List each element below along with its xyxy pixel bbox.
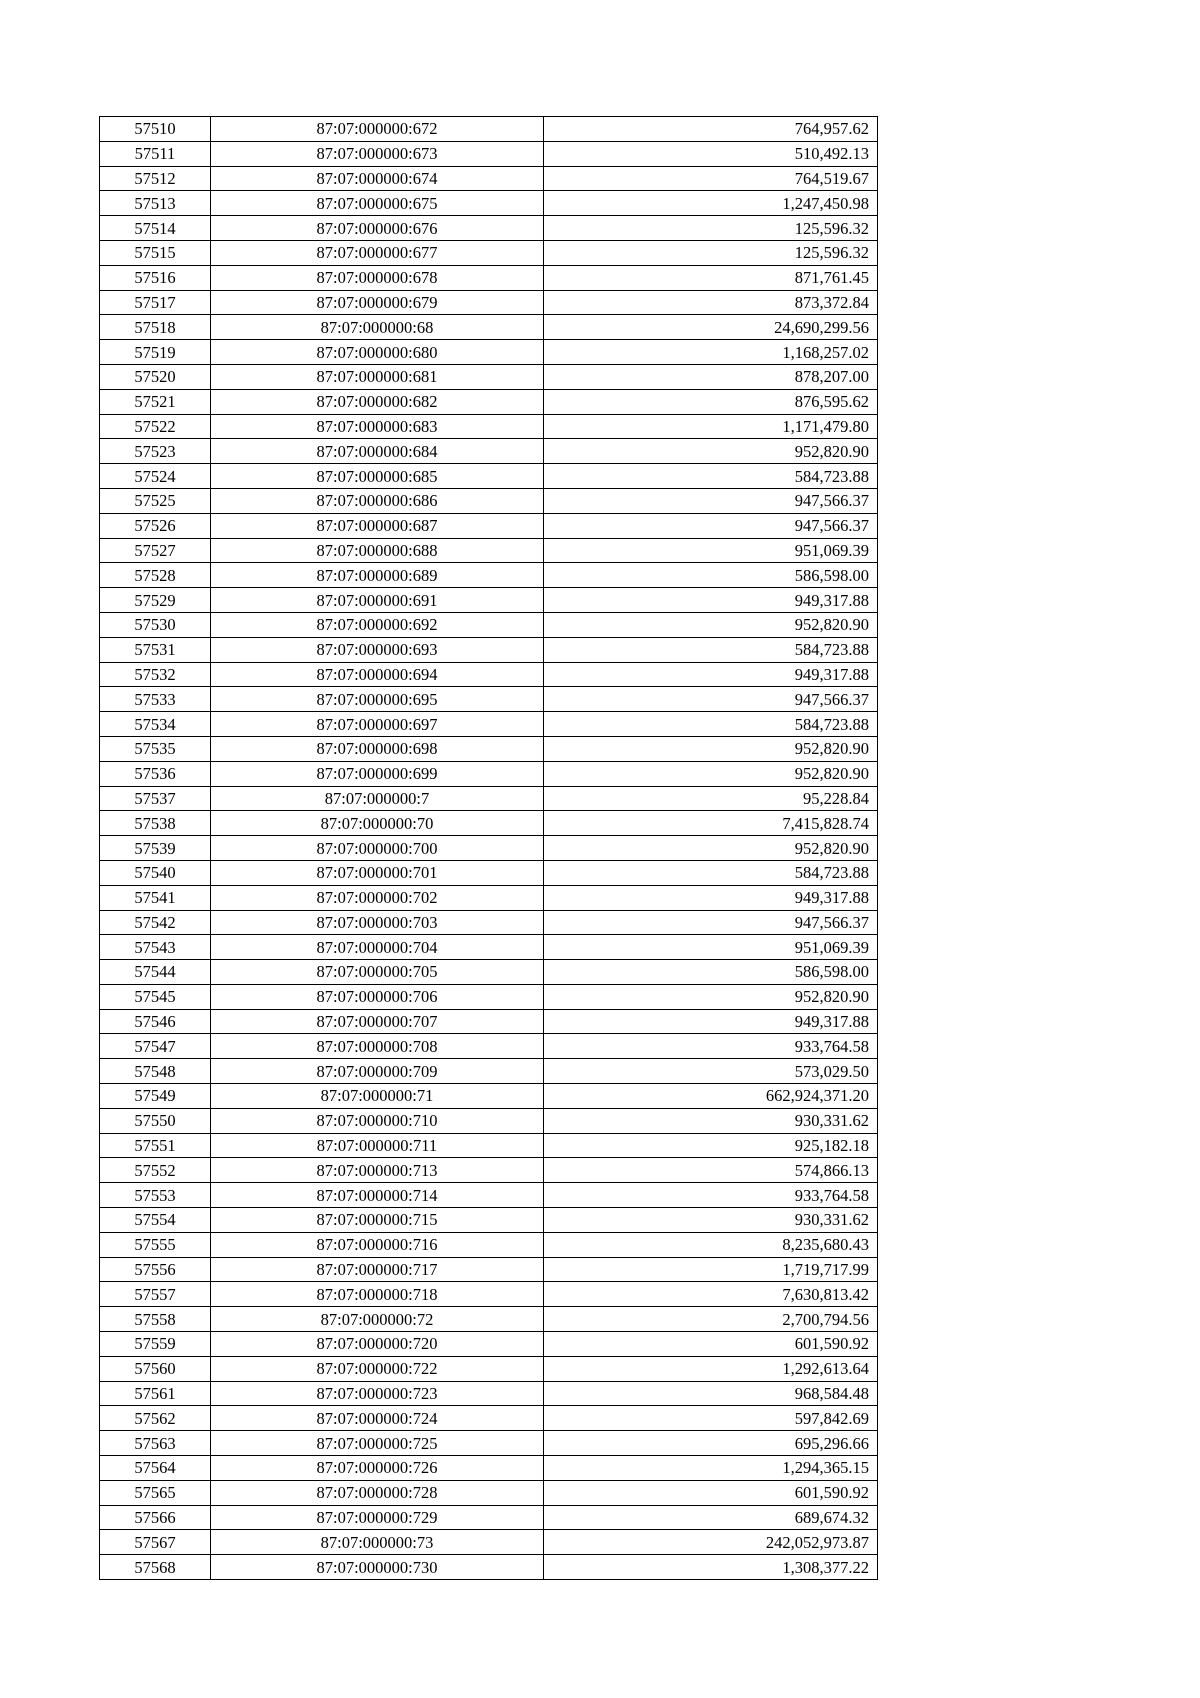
table-row bbox=[100, 637, 878, 662]
row-number-cell: 57561 bbox=[100, 1381, 211, 1406]
value-cell: 95,228.84 bbox=[544, 786, 878, 811]
row-number-cell: 57529 bbox=[100, 588, 211, 613]
table-row bbox=[100, 860, 878, 885]
value-cell: 947,566.37 bbox=[544, 687, 878, 712]
cadastral-number-cell: 87:07:000000:718 bbox=[211, 1282, 544, 1307]
value-cell: 7,415,828.74 bbox=[544, 811, 878, 836]
value-cell: 873,372.84 bbox=[544, 290, 878, 315]
table-row bbox=[100, 736, 878, 761]
value-cell: 586,598.00 bbox=[544, 960, 878, 985]
table-row bbox=[100, 1505, 878, 1530]
table-row bbox=[100, 588, 878, 613]
value-cell: 689,674.32 bbox=[544, 1505, 878, 1530]
row-number-cell: 57522 bbox=[100, 414, 211, 439]
cadastral-number-cell: 87:07:000000:715 bbox=[211, 1208, 544, 1233]
cadastral-number-cell: 87:07:000000:680 bbox=[211, 340, 544, 365]
cadastral-number-cell: 87:07:000000:679 bbox=[211, 290, 544, 315]
cadastral-number-cell: 87:07:000000:714 bbox=[211, 1183, 544, 1208]
cadastral-number-cell: 87:07:000000:703 bbox=[211, 910, 544, 935]
row-number-cell: 57547 bbox=[100, 1034, 211, 1059]
row-number-cell: 57533 bbox=[100, 687, 211, 712]
row-number-cell: 57513 bbox=[100, 191, 211, 216]
cadastral-number-cell: 87:07:000000:692 bbox=[211, 612, 544, 637]
row-number-cell: 57558 bbox=[100, 1307, 211, 1332]
table-row bbox=[100, 984, 878, 1009]
row-number-cell: 57563 bbox=[100, 1431, 211, 1456]
table-row bbox=[100, 712, 878, 737]
value-cell: 930,331.62 bbox=[544, 1108, 878, 1133]
value-cell: 878,207.00 bbox=[544, 364, 878, 389]
row-number-cell: 57526 bbox=[100, 513, 211, 538]
table-row bbox=[100, 1282, 878, 1307]
cadastral-number-cell: 87:07:000000:68 bbox=[211, 315, 544, 340]
row-number-cell: 57554 bbox=[100, 1208, 211, 1233]
table-row bbox=[100, 1084, 878, 1109]
cadastral-number-cell: 87:07:000000:709 bbox=[211, 1059, 544, 1084]
row-number-cell: 57518 bbox=[100, 315, 211, 340]
value-cell: 1,719,717.99 bbox=[544, 1257, 878, 1282]
cadastral-number-cell: 87:07:000000:691 bbox=[211, 588, 544, 613]
value-cell: 662,924,371.20 bbox=[544, 1084, 878, 1109]
cadastral-number-cell: 87:07:000000:730 bbox=[211, 1555, 544, 1580]
value-cell: 1,308,377.22 bbox=[544, 1555, 878, 1580]
value-cell: 764,519.67 bbox=[544, 166, 878, 191]
table-row bbox=[100, 141, 878, 166]
table-row bbox=[100, 1456, 878, 1481]
row-number-cell: 57567 bbox=[100, 1530, 211, 1555]
cadastral-number-cell: 87:07:000000:708 bbox=[211, 1034, 544, 1059]
row-number-cell: 57543 bbox=[100, 935, 211, 960]
cadastral-number-cell: 87:07:000000:729 bbox=[211, 1505, 544, 1530]
row-number-cell: 57546 bbox=[100, 1009, 211, 1034]
row-number-cell: 57542 bbox=[100, 910, 211, 935]
value-cell: 574,866.13 bbox=[544, 1158, 878, 1183]
table-row bbox=[100, 1034, 878, 1059]
row-number-cell: 57517 bbox=[100, 290, 211, 315]
table-row bbox=[100, 1381, 878, 1406]
value-cell: 968,584.48 bbox=[544, 1381, 878, 1406]
table-row bbox=[100, 538, 878, 563]
table-row bbox=[100, 488, 878, 513]
value-cell: 125,596.32 bbox=[544, 216, 878, 241]
value-cell: 695,296.66 bbox=[544, 1431, 878, 1456]
cadastral-number-cell: 87:07:000000:683 bbox=[211, 414, 544, 439]
cadastral-number-cell: 87:07:000000:73 bbox=[211, 1530, 544, 1555]
table-row bbox=[100, 1530, 878, 1555]
table-row bbox=[100, 687, 878, 712]
cadastral-number-cell: 87:07:000000:693 bbox=[211, 637, 544, 662]
cadastral-number-cell: 87:07:000000:72 bbox=[211, 1307, 544, 1332]
row-number-cell: 57545 bbox=[100, 984, 211, 1009]
cadastral-number-cell: 87:07:000000:689 bbox=[211, 563, 544, 588]
table-row bbox=[100, 1059, 878, 1084]
table-row bbox=[100, 1009, 878, 1034]
cadastral-number-cell: 87:07:000000:724 bbox=[211, 1406, 544, 1431]
table-row bbox=[100, 1356, 878, 1381]
value-cell: 947,566.37 bbox=[544, 513, 878, 538]
value-cell: 949,317.88 bbox=[544, 885, 878, 910]
value-cell: 952,820.90 bbox=[544, 836, 878, 861]
row-number-cell: 57549 bbox=[100, 1084, 211, 1109]
value-cell: 949,317.88 bbox=[544, 662, 878, 687]
table-row bbox=[100, 1232, 878, 1257]
value-cell: 7,630,813.42 bbox=[544, 1282, 878, 1307]
table-row bbox=[100, 117, 878, 142]
row-number-cell: 57544 bbox=[100, 960, 211, 985]
table-row bbox=[100, 240, 878, 265]
value-cell: 925,182.18 bbox=[544, 1133, 878, 1158]
cadastral-number-cell: 87:07:000000:706 bbox=[211, 984, 544, 1009]
value-cell: 597,842.69 bbox=[544, 1406, 878, 1431]
row-number-cell: 57537 bbox=[100, 786, 211, 811]
cadastral-number-cell: 87:07:000000:720 bbox=[211, 1332, 544, 1357]
table-row bbox=[100, 1555, 878, 1580]
value-cell: 949,317.88 bbox=[544, 1009, 878, 1034]
value-cell: 1,294,365.15 bbox=[544, 1456, 878, 1481]
cadastral-number-cell: 87:07:000000:716 bbox=[211, 1232, 544, 1257]
value-cell: 2,700,794.56 bbox=[544, 1307, 878, 1332]
value-cell: 8,235,680.43 bbox=[544, 1232, 878, 1257]
cadastral-number-cell: 87:07:000000:71 bbox=[211, 1084, 544, 1109]
row-number-cell: 57556 bbox=[100, 1257, 211, 1282]
row-number-cell: 57539 bbox=[100, 836, 211, 861]
table-row bbox=[100, 1332, 878, 1357]
cadastral-number-cell: 87:07:000000:685 bbox=[211, 464, 544, 489]
table-row bbox=[100, 885, 878, 910]
value-cell: 586,598.00 bbox=[544, 563, 878, 588]
value-cell: 601,590.92 bbox=[544, 1332, 878, 1357]
value-cell: 764,957.62 bbox=[544, 117, 878, 142]
value-cell: 24,690,299.56 bbox=[544, 315, 878, 340]
row-number-cell: 57510 bbox=[100, 117, 211, 142]
cadastral-number-cell: 87:07:000000:697 bbox=[211, 712, 544, 737]
cadastral-number-cell: 87:07:000000:673 bbox=[211, 141, 544, 166]
value-cell: 1,168,257.02 bbox=[544, 340, 878, 365]
row-number-cell: 57523 bbox=[100, 439, 211, 464]
row-number-cell: 57531 bbox=[100, 637, 211, 662]
table-row bbox=[100, 1480, 878, 1505]
table-row bbox=[100, 364, 878, 389]
row-number-cell: 57528 bbox=[100, 563, 211, 588]
value-cell: 1,292,613.64 bbox=[544, 1356, 878, 1381]
table-row bbox=[100, 761, 878, 786]
cadastral-number-cell: 87:07:000000:726 bbox=[211, 1456, 544, 1481]
value-cell: 1,171,479.80 bbox=[544, 414, 878, 439]
cadastral-number-cell: 87:07:000000:711 bbox=[211, 1133, 544, 1158]
table-row bbox=[100, 836, 878, 861]
value-cell: 947,566.37 bbox=[544, 910, 878, 935]
table-row bbox=[100, 1208, 878, 1233]
cadastral-number-cell: 87:07:000000:728 bbox=[211, 1480, 544, 1505]
value-cell: 584,723.88 bbox=[544, 860, 878, 885]
table-row bbox=[100, 811, 878, 836]
row-number-cell: 57530 bbox=[100, 612, 211, 637]
table-row bbox=[100, 1406, 878, 1431]
cadastral-number-cell: 87:07:000000:717 bbox=[211, 1257, 544, 1282]
row-number-cell: 57532 bbox=[100, 662, 211, 687]
value-cell: 125,596.32 bbox=[544, 240, 878, 265]
table-row bbox=[100, 216, 878, 241]
table-row bbox=[100, 265, 878, 290]
row-number-cell: 57560 bbox=[100, 1356, 211, 1381]
row-number-cell: 57527 bbox=[100, 538, 211, 563]
table-row bbox=[100, 1307, 878, 1332]
value-cell: 947,566.37 bbox=[544, 488, 878, 513]
value-cell: 949,317.88 bbox=[544, 588, 878, 613]
cadastral-number-cell: 87:07:000000:684 bbox=[211, 439, 544, 464]
cadastral-number-cell: 87:07:000000:723 bbox=[211, 1381, 544, 1406]
row-number-cell: 57557 bbox=[100, 1282, 211, 1307]
table-row bbox=[100, 414, 878, 439]
value-cell: 933,764.58 bbox=[544, 1183, 878, 1208]
cadastral-number-cell: 87:07:000000:695 bbox=[211, 687, 544, 712]
value-cell: 584,723.88 bbox=[544, 712, 878, 737]
row-number-cell: 57521 bbox=[100, 389, 211, 414]
cadastral-number-cell: 87:07:000000:7 bbox=[211, 786, 544, 811]
table-body bbox=[100, 117, 878, 1580]
cadastral-number-cell: 87:07:000000:725 bbox=[211, 1431, 544, 1456]
cadastral-number-cell: 87:07:000000:676 bbox=[211, 216, 544, 241]
table-row bbox=[100, 1183, 878, 1208]
value-cell: 951,069.39 bbox=[544, 538, 878, 563]
table-row bbox=[100, 290, 878, 315]
table-row bbox=[100, 662, 878, 687]
value-cell: 930,331.62 bbox=[544, 1208, 878, 1233]
table-row bbox=[100, 166, 878, 191]
table-row bbox=[100, 1257, 878, 1282]
table-row bbox=[100, 910, 878, 935]
row-number-cell: 57555 bbox=[100, 1232, 211, 1257]
cadastral-number-cell: 87:07:000000:722 bbox=[211, 1356, 544, 1381]
cadastral-number-cell: 87:07:000000:705 bbox=[211, 960, 544, 985]
cadastral-number-cell: 87:07:000000:686 bbox=[211, 488, 544, 513]
table-row bbox=[100, 191, 878, 216]
cadastral-number-cell: 87:07:000000:698 bbox=[211, 736, 544, 761]
cadastral-number-cell: 87:07:000000:713 bbox=[211, 1158, 544, 1183]
table-row bbox=[100, 960, 878, 985]
row-number-cell: 57540 bbox=[100, 860, 211, 885]
cadastral-number-cell: 87:07:000000:70 bbox=[211, 811, 544, 836]
row-number-cell: 57541 bbox=[100, 885, 211, 910]
row-number-cell: 57536 bbox=[100, 761, 211, 786]
cadastral-number-cell: 87:07:000000:678 bbox=[211, 265, 544, 290]
cadastral-number-cell: 87:07:000000:672 bbox=[211, 117, 544, 142]
value-cell: 952,820.90 bbox=[544, 439, 878, 464]
value-cell: 876,595.62 bbox=[544, 389, 878, 414]
table-row bbox=[100, 513, 878, 538]
value-cell: 510,492.13 bbox=[544, 141, 878, 166]
table-row bbox=[100, 464, 878, 489]
table-row bbox=[100, 389, 878, 414]
table-row bbox=[100, 786, 878, 811]
row-number-cell: 57564 bbox=[100, 1456, 211, 1481]
table-row bbox=[100, 1158, 878, 1183]
row-number-cell: 57568 bbox=[100, 1555, 211, 1580]
cadastral-number-cell: 87:07:000000:701 bbox=[211, 860, 544, 885]
table-row bbox=[100, 612, 878, 637]
row-number-cell: 57519 bbox=[100, 340, 211, 365]
cadastral-number-cell: 87:07:000000:694 bbox=[211, 662, 544, 687]
row-number-cell: 57538 bbox=[100, 811, 211, 836]
row-number-cell: 57559 bbox=[100, 1332, 211, 1357]
value-cell: 933,764.58 bbox=[544, 1034, 878, 1059]
row-number-cell: 57566 bbox=[100, 1505, 211, 1530]
value-cell: 601,590.92 bbox=[544, 1480, 878, 1505]
row-number-cell: 57535 bbox=[100, 736, 211, 761]
row-number-cell: 57516 bbox=[100, 265, 211, 290]
row-number-cell: 57534 bbox=[100, 712, 211, 737]
value-cell: 952,820.90 bbox=[544, 761, 878, 786]
cadastral-number-cell: 87:07:000000:707 bbox=[211, 1009, 544, 1034]
row-number-cell: 57551 bbox=[100, 1133, 211, 1158]
row-number-cell: 57524 bbox=[100, 464, 211, 489]
value-cell: 584,723.88 bbox=[544, 464, 878, 489]
cadastral-number-cell: 87:07:000000:702 bbox=[211, 885, 544, 910]
table-row bbox=[100, 315, 878, 340]
table-row bbox=[100, 439, 878, 464]
data-table bbox=[99, 116, 878, 1580]
value-cell: 242,052,973.87 bbox=[544, 1530, 878, 1555]
cadastral-number-cell: 87:07:000000:704 bbox=[211, 935, 544, 960]
row-number-cell: 57512 bbox=[100, 166, 211, 191]
cadastral-number-cell: 87:07:000000:675 bbox=[211, 191, 544, 216]
row-number-cell: 57550 bbox=[100, 1108, 211, 1133]
value-cell: 952,820.90 bbox=[544, 984, 878, 1009]
row-number-cell: 57520 bbox=[100, 364, 211, 389]
table-row bbox=[100, 1108, 878, 1133]
cadastral-number-cell: 87:07:000000:710 bbox=[211, 1108, 544, 1133]
row-number-cell: 57552 bbox=[100, 1158, 211, 1183]
table-row bbox=[100, 935, 878, 960]
row-number-cell: 57565 bbox=[100, 1480, 211, 1505]
cadastral-number-cell: 87:07:000000:677 bbox=[211, 240, 544, 265]
table-row bbox=[100, 1431, 878, 1456]
row-number-cell: 57548 bbox=[100, 1059, 211, 1084]
cadastral-number-cell: 87:07:000000:681 bbox=[211, 364, 544, 389]
cadastral-number-cell: 87:07:000000:687 bbox=[211, 513, 544, 538]
cadastral-number-cell: 87:07:000000:699 bbox=[211, 761, 544, 786]
row-number-cell: 57515 bbox=[100, 240, 211, 265]
row-number-cell: 57562 bbox=[100, 1406, 211, 1431]
cadastral-number-cell: 87:07:000000:674 bbox=[211, 166, 544, 191]
table-row bbox=[100, 1133, 878, 1158]
row-number-cell: 57514 bbox=[100, 216, 211, 241]
value-cell: 871,761.45 bbox=[544, 265, 878, 290]
cadastral-number-cell: 87:07:000000:688 bbox=[211, 538, 544, 563]
row-number-cell: 57553 bbox=[100, 1183, 211, 1208]
value-cell: 951,069.39 bbox=[544, 935, 878, 960]
row-number-cell: 57511 bbox=[100, 141, 211, 166]
table-row bbox=[100, 340, 878, 365]
cadastral-number-cell: 87:07:000000:682 bbox=[211, 389, 544, 414]
value-cell: 584,723.88 bbox=[544, 637, 878, 662]
cadastral-number-cell: 87:07:000000:700 bbox=[211, 836, 544, 861]
row-number-cell: 57525 bbox=[100, 488, 211, 513]
value-cell: 1,247,450.98 bbox=[544, 191, 878, 216]
table-row bbox=[100, 563, 878, 588]
value-cell: 573,029.50 bbox=[544, 1059, 878, 1084]
value-cell: 952,820.90 bbox=[544, 612, 878, 637]
value-cell: 952,820.90 bbox=[544, 736, 878, 761]
